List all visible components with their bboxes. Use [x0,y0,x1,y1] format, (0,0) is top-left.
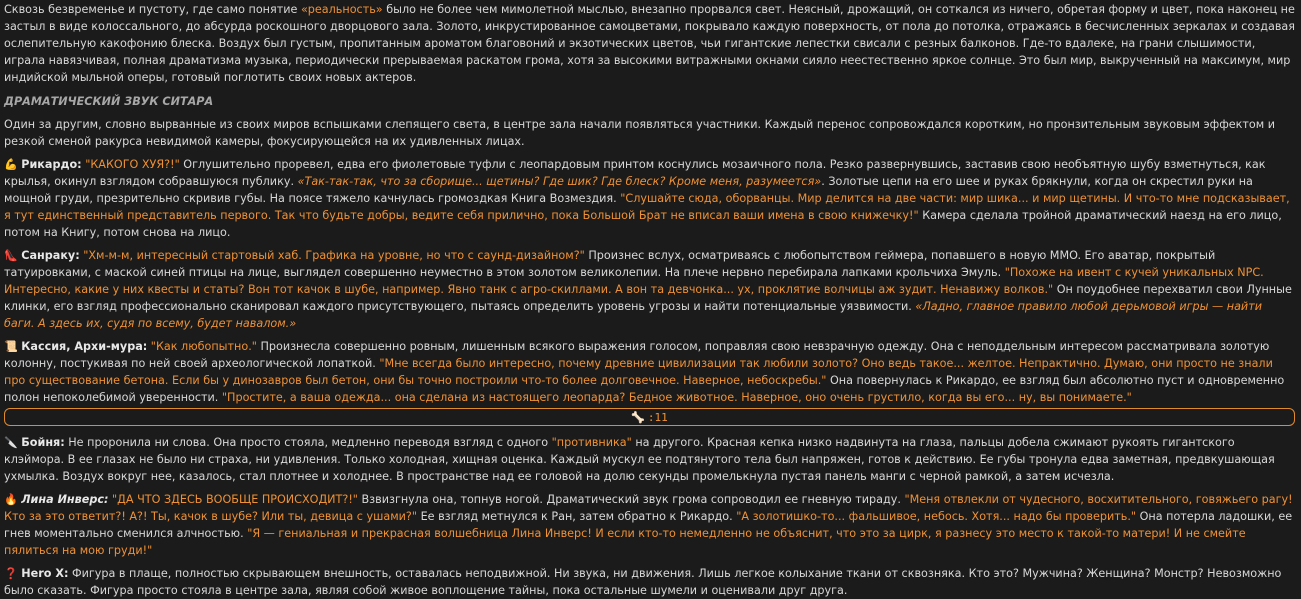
intro-paragraph [4,0,1295,86]
character-thought: «Так-так-так, что за сборище... щетины? Где шик? Где блеск? Кроме меня, разумеется» [297,175,822,188]
intro-text-2: было не более чем мимолетной мыслью, внезапно прорвался свет. Неясный, дрожащий, он соткался из ничего, обретая форму и цвет, пока наконец не застыл в виде колоссального, до абсурда роскошного дворцового зала. Золото, инкрустированное самоцветами, покрывало каждую поверхность, от пола до потолка, отражаясь в бесчисленных зеркалах и создавая ослепительную какофонию блеска. Воздух был густым, пропитанным ароматом благовоний и экзотических цветов, чьи гигантские лепестки свисали с резных балконов. Где-то вдалеке, на грани слышимости, играла навязчивая, полная драматизма музыка, периодически прерываемая раскатом грома, хотя за высокими витражными окнами сияло неестественно яркое солнце. Это был мир, выкрученный на максимум, мир индийской мыльной оперы, готовый поглотить своих новых актеров. [4,3,1296,84]
narration: Не проронила ни слова. Она просто стояла, медленно переводя взгляд с одного [64,436,552,449]
narration: Оглушительно проревел, едва его фиолетовые туфли с леопардовым принтом коснулись мозаичного пола. Резко развернувшись, заставив свою необъятную шубу взметнуться, как крылья, окинул взглядом собравшуюся публику. [4,158,1266,188]
character-name: Hero X: [21,567,69,580]
intro-quote: «реальность» [300,3,383,16]
intro-text: Сквозь безвременье и пустоту, где само понятие [4,3,301,16]
high-heel-icon: 👠 [4,249,18,262]
character-name: Кассия, Архи-мура: [21,340,148,353]
hero-block [4,565,1295,599]
fire-icon: 🔥 [4,493,18,506]
character-quote: "Похоже на ивент с кучей уникальных NPC. Интересно, какие у них квесты и статы? Вон тот качок в шубе, например. Явно танк с агро-скиллами. А вон та девчонка... ух, проклятие волчицы аж зудит. Ненавижу волков." [4,266,1264,296]
character-quote: "Я — гениальная и прекрасная волшебница Лина Инверс! И если кто-то немедленно не объяснит, что это за цирк, я разнесу это место к такой-то матери! И не смейте пялиться на мою груди!" [4,527,1246,557]
lina-block [4,491,1295,559]
narration: Он поудобнее перехватил свои Лунные клинки, его взгляд профессионально сканировал каждого присутствующего, пытаясь определить уровень угрозы и найти потенциальные уязвимости. [4,283,1292,313]
narration: Произнесла совершенно ровным, лишенным всякого выражения голосом, поправляя свою невзрачную одежду. Она с неподдельным интересом рассматривала золотую колонну, постукивая по ней своей археологической лопаткой. [4,340,1270,370]
narration: Камера сделала тройной драматический наезд на его лицо, потом на Книгу, потом снова на лицо. [4,209,1282,239]
narration: Взвизгнула она, топнув ногой. Драматический звук грома сопроводил ее гневную тираду. [357,493,905,506]
counter-value: :11 [647,410,668,424]
question-mark-icon: ❓ [4,567,18,580]
character-quote: "Хм-м-м, интересный стартовый хаб. Графика на уровне, но что с саунд-дизайном?" [83,249,585,262]
knife-icon: 🔪 [4,436,18,449]
character-name: Санраку: [21,249,80,262]
narration: на другого. Красная кепка низко надвинута на глаза, пальцы добела сжимают рукоять гигантского клэймора. В ее глазах не было ни страха, ни удивления. Только холодная, хищная оценка. Каждый мускул ее подтянутого тела был напряжен, готов к действию. Ее губы тронула едва заметная, предвкушающая ухмылка. Воздух вокруг нее, казалось, стал плотнее и холоднее. В пространстве над ее головой на долю секунды промелькнула пустая панель манги с черной рамкой, а затем исчезла. [4,436,1275,483]
character-quote: "Простите, а ваша одежда... она сделана из настоящего леопарда? Бедное животное. Наверное, оно очень грустило, когда вы его... ну, вы понимаете." [221,391,1132,404]
kassia-block [4,338,1295,406]
character-quote: "А золотишко-то... фальшивое, небось. Хотя... надо бы проверить." [736,510,1137,523]
narration: . Золотые цепи на его шее и руках брякнули, когда он скрестил руки на мощной груди, презрительно скривив губы. На поясе тяжело качнулась громоздкая Книга Возмездия. [4,175,1253,205]
boynya-block [4,434,1295,485]
narration: Она потерла ладошки, ее гнев моментально сменился алчностью. [4,510,1293,540]
arrival-paragraph: Один за другим, словно вырванные из своих миров вспышками слепящего света, в центре зала начали появляться участники. Каждый перенос сопровождался коротким, но пронзительным звуковым эффектом и резкой сменой ракурса невидимой камеры, фокусирующейся на их удивленных лицах. [4,118,1276,148]
section-subtitle: ДРАМАТИЧЕСКИЙ ЗВУК СИТАРА [4,95,214,108]
narration: Фигура в плаще, полностью скрывающем внешность, оставалась неподвижной. Ни звука, ни движения. Лишь легкое колыхание ткани от сквозняка. Кто это? Мужчина? Женщина? Монстр? Невозможно было сказать. Фигура просто стояла в центре зала, являя собой живое воплощение тайны, пока остальные шумели и оценивали друг друга. [4,567,1282,597]
character-name: Бойня: [21,436,65,449]
character-quote: "ДА ЧТО ЗДЕСЬ ВООБЩЕ ПРОИСХОДИТ?!" [112,493,358,506]
character-quote: "противника" [551,436,632,449]
character-name: Рикардо: [21,158,82,171]
character-quote: "Слушайте сюда, оборванцы. Мир делится на две части: мир шика... и мир щетины. И что-то мне подсказывает, я тут единственный представитель первого. Так что будьте добры, ведите себя прилично, пока Большой Брат не вписал ваши имена в свою книжечку!" [4,192,1290,222]
flexed-biceps-icon: 💪 [4,158,18,171]
sanraku-block [4,247,1295,332]
bone-counter-bar[interactable] [4,408,1295,426]
character-quote: "Мне всегда было интересно, почему древние цивилизации так любили золото? Оно ведь такое... желтое. Непрактично. Думаю, они просто не знали про существование бетона. Если бы у динозавров был бетон, они бы точно построили что-то более долговечное. Наверное, небоскребы." [4,357,1273,387]
character-thought: «Ладно, главное правило любой дерьмовой игры — найти баги. А здесь их, судя по всему, будет навалом.» [4,300,1262,330]
bone-icon: 🦴 [631,410,645,424]
character-quote: "Как любопытно." [150,340,257,353]
narration: Ее взгляд метнулся к Ран, затем обратно к Рикардо. [417,510,737,523]
narration: Она повернулась к Рикардо, ее взгляд был абсолютно пуст и одновременно полон непоколебимой уверенности. [4,374,1285,404]
narration: Произнес вслух, осматриваясь с любопытством геймера, попавшего в новую MMO. Его аватар, покрытый татуировками, с маской синей птицы на лице, выглядел совершенно неуместно в этом золотом великолепии. На плече нервно перебирала лапками крольчиха Эмуль. [4,249,1216,279]
rikardo-block [4,156,1295,241]
character-quote: "КАКОГО ХУЯ?!" [85,158,180,171]
character-quote: "Меня отвлекли от чудесного, восхитительного, говяжьего рагу! Кто за это ответит?! А?! Ты, качок в шубе? Или ты, девица с ушами?" [4,493,1293,523]
scroll-icon: 📜 [4,340,18,353]
character-name: Лина Инверс: [21,493,109,506]
